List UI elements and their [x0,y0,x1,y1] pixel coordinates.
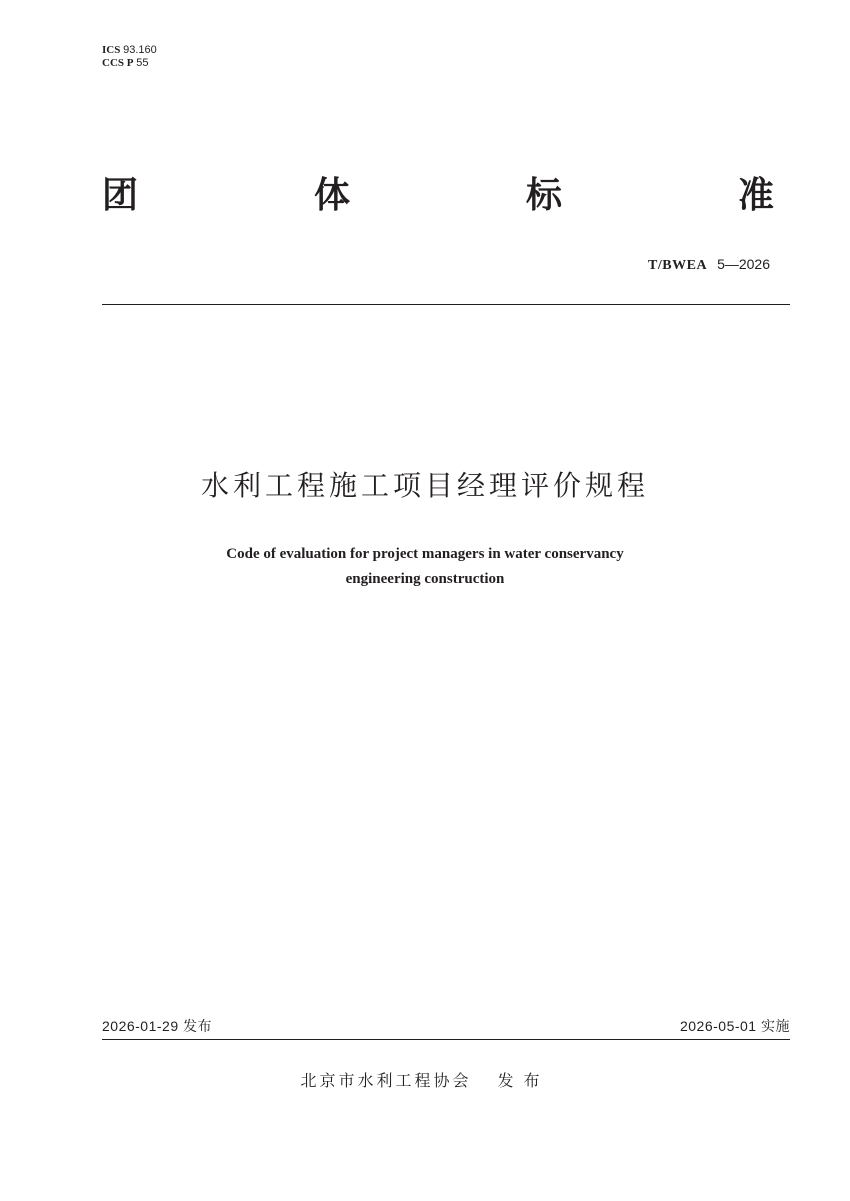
title-english [0,542,850,592]
standard-type-char: 团 [102,175,139,216]
standard-type-char: 准 [737,175,774,216]
publisher-action: 发布 [497,1071,550,1090]
standard-type-char: 体 [313,175,350,216]
issue-date: 2026-01-29 发布 [102,1018,213,1034]
implementation-date: 2026-05-01 实施 [679,1018,790,1034]
standard-type-char: 标 [525,175,562,216]
standard-number-value: 5—2026 [717,256,770,272]
ics-line [102,44,157,57]
ics-label: ICS [102,44,121,56]
ccs-label: CCS P [102,57,134,69]
classification-codes [102,44,157,70]
title-english-line-2: engineering construction [345,571,505,587]
ccs-code: 55 [136,57,149,69]
standard-number [648,256,770,274]
top-divider [102,304,790,305]
standard-type-heading [102,172,774,220]
ccs-line [102,57,157,70]
title-english-line-1: Code of evaluation for project managers in water conservancy [226,546,624,562]
standard-number-prefix: T/BWEA [648,258,708,273]
publisher-line [0,1068,850,1091]
bottom-divider [102,1039,790,1040]
title-chinese: 水利工程施工项目经理评价规程 [200,469,649,502]
ics-code: 93.160 [123,44,157,56]
publisher-name: 北京市水利工程协会 [300,1071,472,1090]
